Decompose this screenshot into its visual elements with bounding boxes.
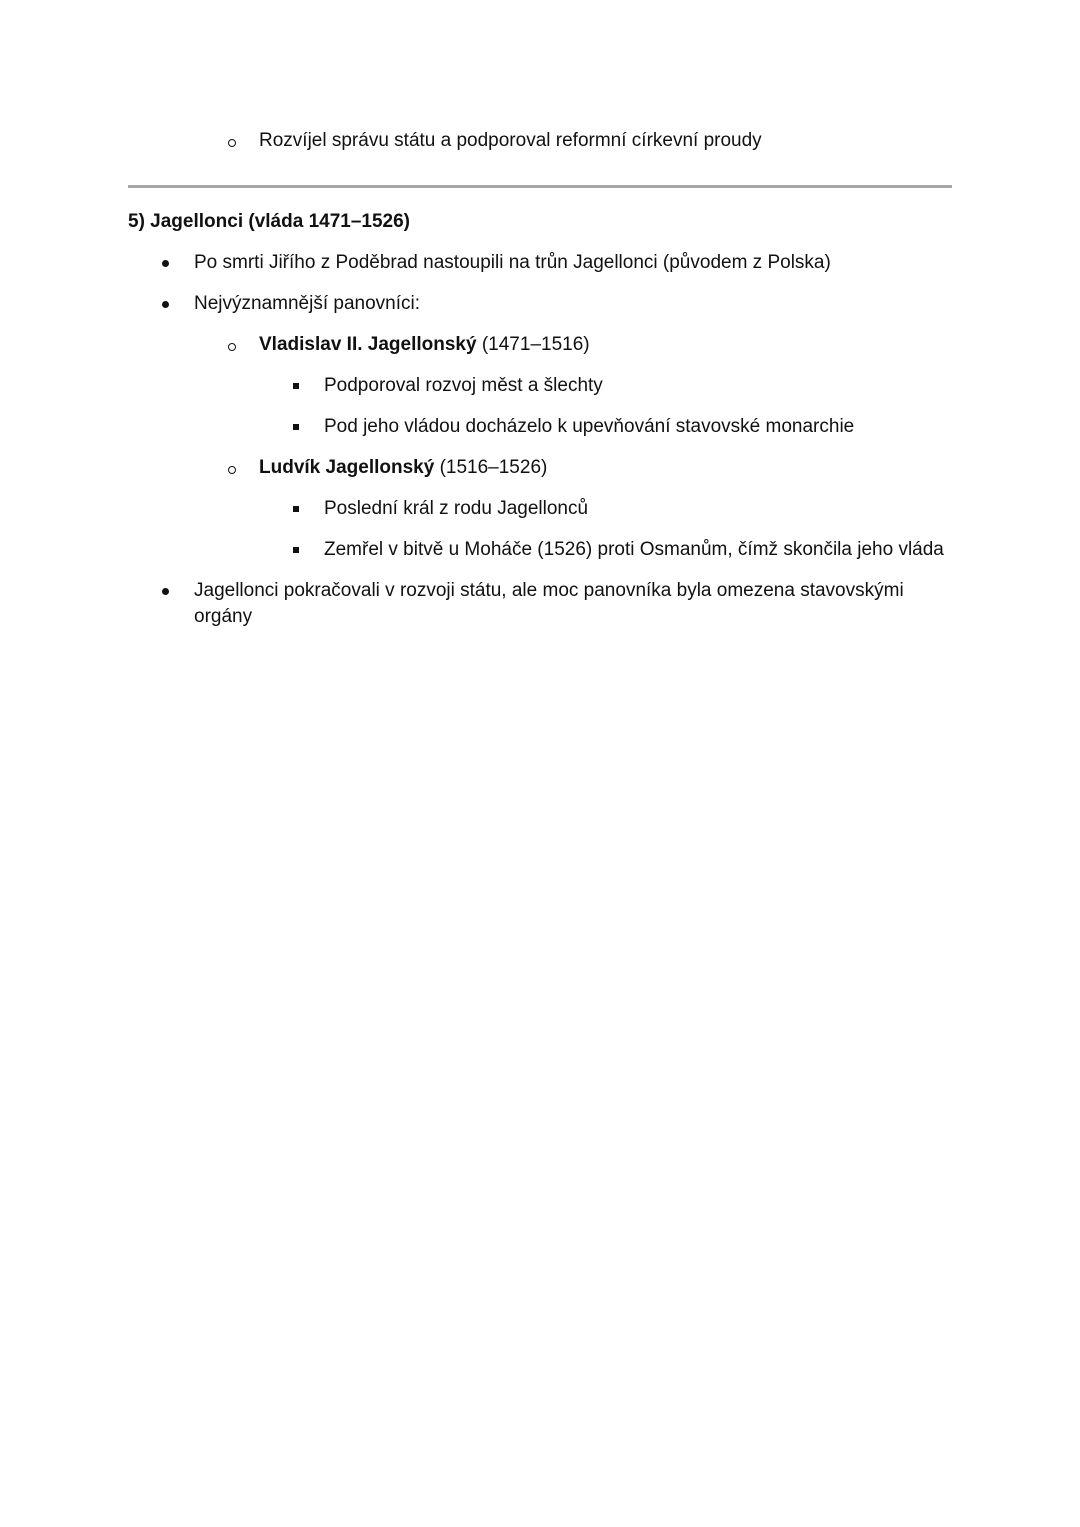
- disc-bullet-icon: [162, 301, 169, 308]
- square-bullet-icon: [293, 547, 299, 553]
- section-heading: 5) Jagellonci (vláda 1471–1526): [128, 211, 410, 232]
- disc-bullet-icon: [162, 588, 169, 595]
- ruler-years: (1471–1516): [481, 334, 590, 355]
- list-item-text: Rozvíjel správu státu a podporoval reformní církevní proudy: [259, 130, 762, 151]
- list-item-text: Pod jeho vládou docházelo k upevňování stavovské monarchie: [324, 416, 855, 437]
- list-item-text: Nejvýznamnější panovníci:: [194, 293, 420, 314]
- circle-bullet-icon: [228, 343, 236, 351]
- list-item-text: Zemřel v bitvě u Moháče (1526) proti Osmanům, čímž skončila jeho vláda: [324, 539, 944, 560]
- circle-bullet-icon: [228, 466, 236, 474]
- list-item-text: Poslední král z rodu Jagellonců: [324, 498, 589, 519]
- square-bullet-icon: [293, 383, 299, 389]
- ruler-name: Vladislav II. Jagellonský: [259, 334, 477, 355]
- list-item-text: Po smrti Jiřího z Poděbrad nastoupili na trůn Jagellonci (původem z Polska): [194, 252, 831, 273]
- ruler-name: Ludvík Jagellonský: [259, 457, 435, 478]
- list-item-text: Jagellonci pokračovali v rozvoji státu, ale moc panovníka byla omezena stavovskými orgány: [194, 580, 904, 627]
- list-item-text: Podporoval rozvoj měst a šlechty: [324, 375, 603, 396]
- horizontal-divider: [128, 185, 952, 188]
- ruler-years: (1516–1526): [439, 457, 548, 478]
- square-bullet-icon: [293, 506, 299, 512]
- disc-bullet-icon: [162, 260, 169, 267]
- square-bullet-icon: [293, 424, 299, 430]
- circle-bullet-icon: [228, 139, 236, 147]
